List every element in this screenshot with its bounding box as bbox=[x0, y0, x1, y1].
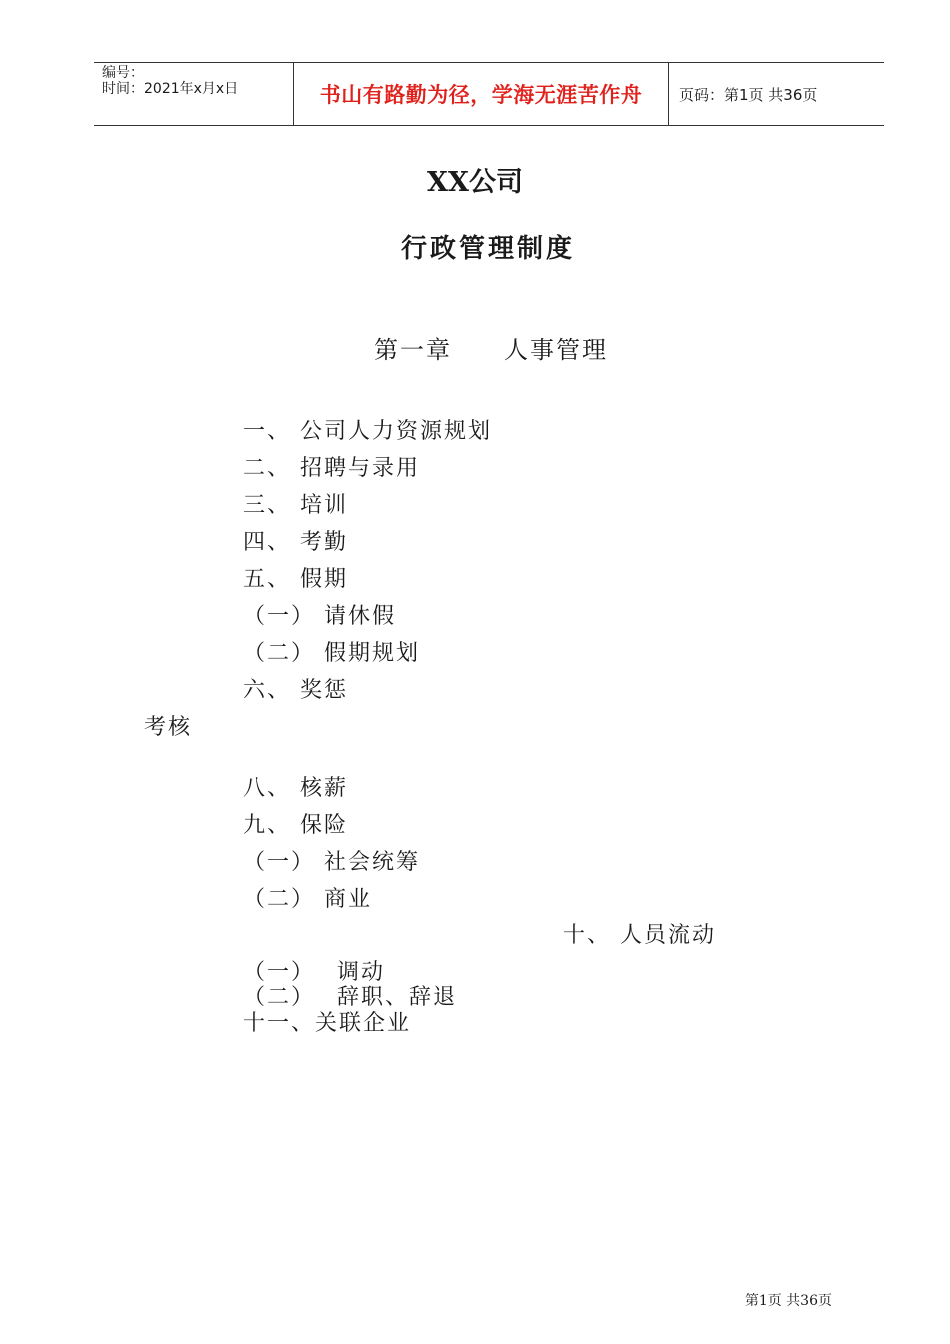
toc-item: 四、 考勤 bbox=[243, 530, 348, 555]
toc-item: 八、 核薪 bbox=[243, 776, 348, 801]
toc-subitem: （二） 商业 bbox=[243, 887, 372, 912]
toc-item: 五、 假期 bbox=[243, 567, 348, 592]
toc-subitem: （一） 请休假 bbox=[243, 604, 396, 629]
toc-subitem: （二） 辞职、辞退 bbox=[243, 985, 457, 1010]
page-header bbox=[94, 62, 884, 126]
footer-page-info: 第1页 共36页 bbox=[744, 1293, 832, 1309]
toc-item: 三、 培训 bbox=[243, 493, 348, 518]
toc-subitem: （二） 假期规划 bbox=[243, 641, 420, 666]
toc-item: 二、 招聘与录用 bbox=[243, 456, 420, 481]
header-motto: 书山有路勤为径，学海无涯苦作舟 bbox=[294, 63, 669, 125]
toc-subitem: （一） 调动 bbox=[243, 960, 385, 985]
chapter-heading bbox=[374, 330, 608, 365]
toc-item: 十、 人员流动 bbox=[563, 923, 716, 948]
header-meta bbox=[94, 63, 294, 125]
time-label: 时间：2021年x月x日 bbox=[102, 81, 239, 97]
toc-subitem: （一） 社会统筹 bbox=[243, 850, 420, 875]
number-label: 编号： bbox=[102, 65, 144, 81]
toc-item: 六、 奖惩 bbox=[243, 678, 348, 703]
chapter-number: 第一章 bbox=[374, 336, 452, 364]
toc-item: 九、 保险 bbox=[243, 813, 348, 838]
toc-item: 一、 公司人力资源规划 bbox=[243, 419, 492, 444]
document-title: 行政管理制度 bbox=[400, 234, 575, 264]
toc-item: 十一、关联企业 bbox=[243, 1011, 412, 1036]
header-page-info: 页码：第1页 共36页 bbox=[679, 85, 818, 104]
toc-item: 考核 bbox=[144, 715, 193, 740]
company-name: XX公司 bbox=[427, 167, 523, 198]
chapter-title: 人事管理 bbox=[504, 336, 608, 364]
